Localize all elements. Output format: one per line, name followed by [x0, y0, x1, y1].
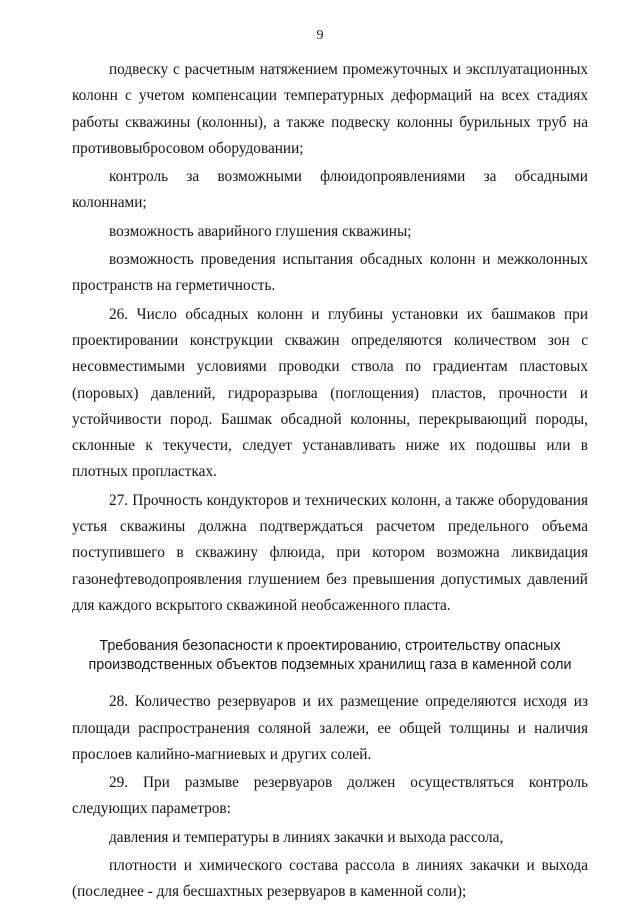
paragraph-item-28: 28. Количество резервуаров и их размещение определяются исходя из площади распространения соляной залежи, ее общей толщины и наличия прослоев калийно-магниевых и других солей. — [72, 693, 588, 763]
paragraph-emergency-kill: возможность аварийного глушения скважины; — [109, 222, 412, 240]
paragraph-suspension: подвеску с расчетным натяжением промежуточных и эксплуатационных колонн с учетом компенсации температурных деформаций на всех стадиях работы скважины (колонны), а также подвеску колонны бурильных труб на противовыбросовом оборудовании; — [72, 61, 588, 157]
page-number: 9 — [316, 28, 324, 43]
paragraph-pressure-test: возможность проведения испытания обсадных колонн и межколонных пространств на герметичность. — [72, 251, 588, 295]
paragraph-density-composition: плотности и химического состава рассола в линиях закачки и выхода (последнее - для бесшахтных резервуаров в каменной соли); — [72, 857, 588, 901]
paragraph-fluid-control: контроль за возможными флюидопроявлениями за обсадными колоннами; — [72, 168, 588, 212]
paragraph-item-26: 26. Число обсадных колонн и глубины установки их башмаков при проектировании конструкции скважин определяются количеством зон с несовместимыми условиями проводки ствола по градиентам пластовых (поровых) давлений, гидроразрыва (поглощения) пластов, прочности и устойчивости пород. Башмак обсадной колонны, перекрывающий породы, склонные к текучести, следует устанавливать ниже их подошвы или в плотных пропластках. — [72, 305, 588, 481]
paragraph-pressure-temperature: давления и температуры в линиях закачки и выхода рассола, — [109, 828, 504, 846]
paragraph-item-29: 29. При размыве резервуаров должен осуществляться контроль следующих параметров: — [72, 774, 588, 818]
section-heading: Требования безопасности к проектированию, строительству опасных производственных объектов подземных хранилищ газа в каменной соли — [88, 638, 572, 674]
document-body — [72, 57, 588, 906]
paragraph-item-27: 27. Прочность кондукторов и технических колонн, а также оборудования устья скважины должна подтверждаться расчетом предельного объема поступившего в скважину флюида, при котором возможна ликвидация газонефтеводопроявления глушением без превышения допустимых давлений для каждого вскрытого скважиной необсаженного пласта. — [72, 491, 588, 614]
